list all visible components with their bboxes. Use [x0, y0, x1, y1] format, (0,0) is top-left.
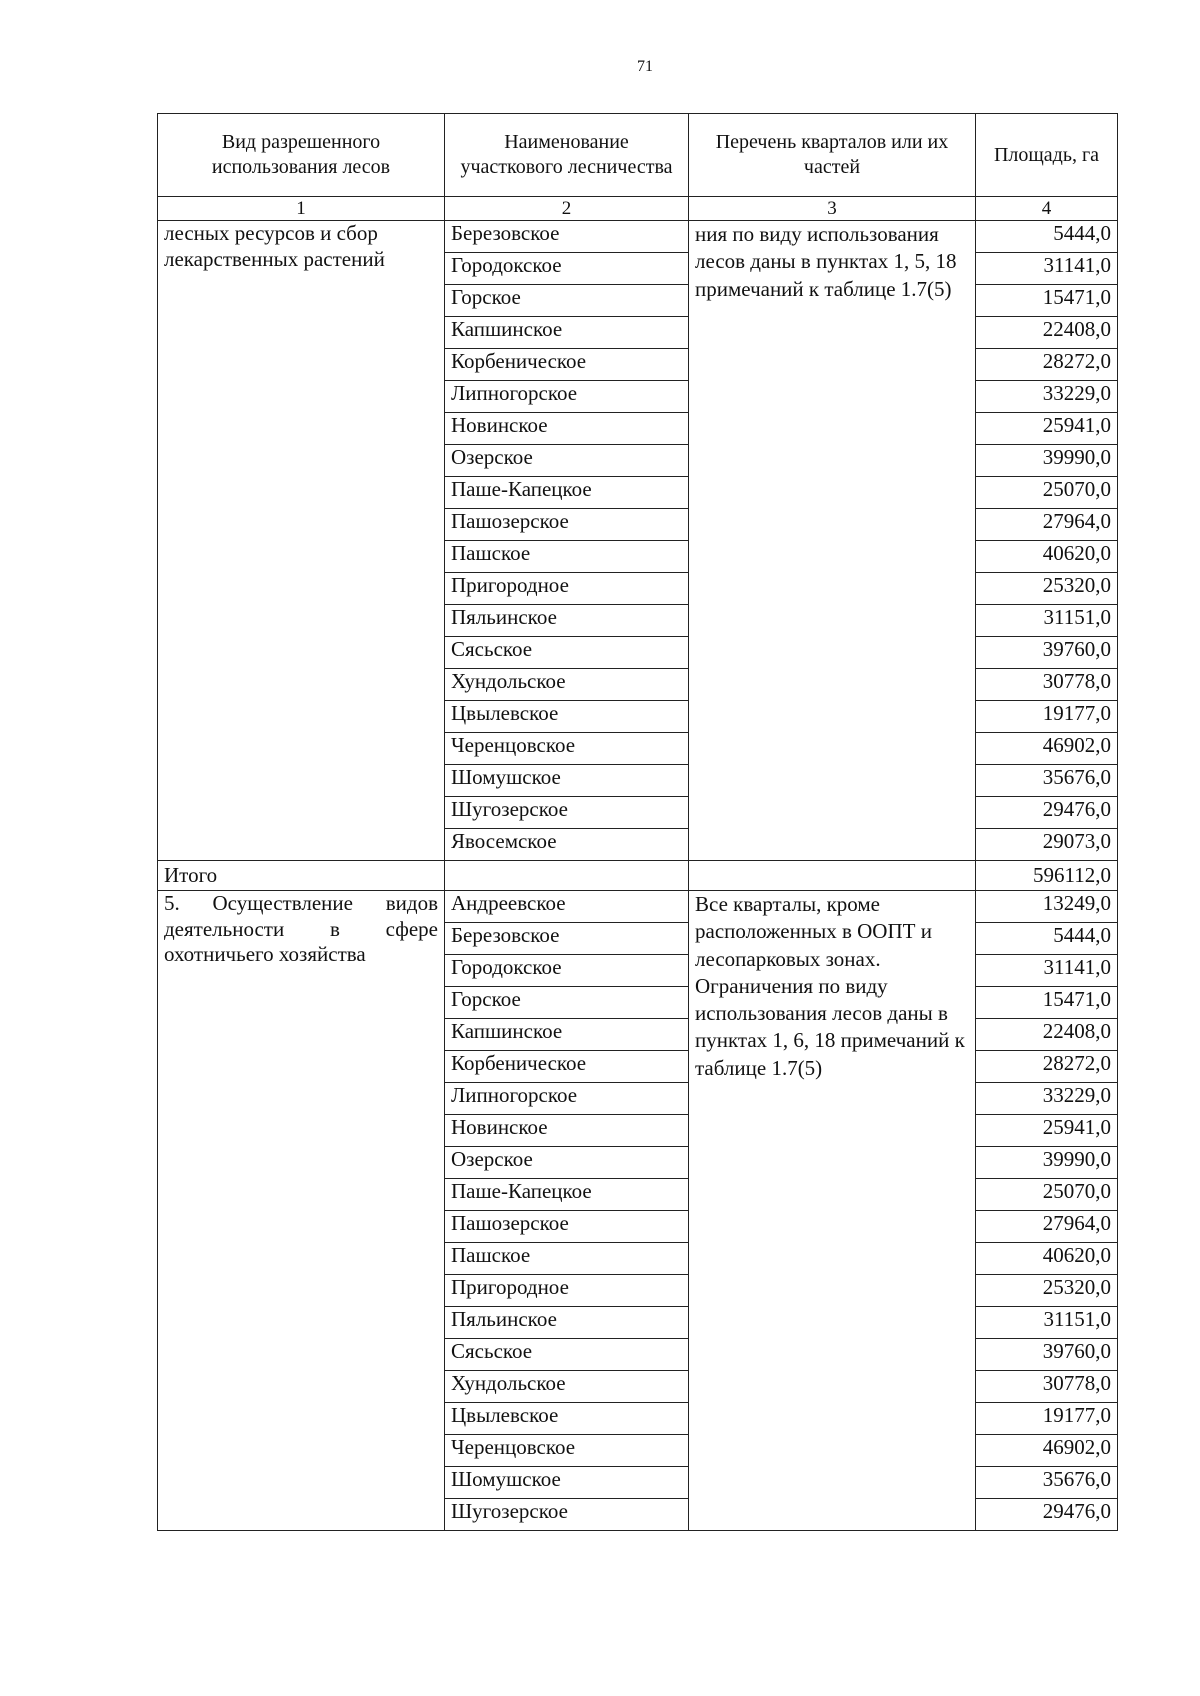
area-cell: 31141,0	[976, 253, 1118, 285]
forestry-name-cell: Хундольское	[445, 1371, 689, 1403]
forestry-name-cell: Горское	[445, 285, 689, 317]
forestry-name-cell: Городокское	[445, 955, 689, 987]
area-cell: 39990,0	[976, 445, 1118, 477]
forestry-name-cell: Черенцовское	[445, 733, 689, 765]
area-cell: 22408,0	[976, 317, 1118, 349]
area-cell: 15471,0	[976, 987, 1118, 1019]
area-cell: 40620,0	[976, 1243, 1118, 1275]
area-cell: 31141,0	[976, 955, 1118, 987]
column-number: 4	[976, 197, 1118, 221]
header-quarters-list: Перечень кварталов или их частей	[689, 114, 976, 197]
area-cell: 29476,0	[976, 1499, 1118, 1531]
area-cell: 15471,0	[976, 285, 1118, 317]
forestry-name-cell: Черенцовское	[445, 1435, 689, 1467]
quarters-cell: ния по виду использования лесов даны в пунктах 1, 5, 18 примечаний к таблице 1.7(5)	[689, 221, 976, 861]
forestry-name-cell: Корбеническое	[445, 1051, 689, 1083]
area-cell: 46902,0	[976, 733, 1118, 765]
header-use-type: Вид разрешенного использования лесов	[158, 114, 445, 197]
area-cell: 31151,0	[976, 605, 1118, 637]
forestry-name-cell: Сясьское	[445, 1339, 689, 1371]
area-cell: 19177,0	[976, 701, 1118, 733]
area-cell: 25320,0	[976, 573, 1118, 605]
forestry-name-cell: Пригородное	[445, 573, 689, 605]
area-cell: 13249,0	[976, 891, 1118, 923]
area-cell: 25070,0	[976, 1179, 1118, 1211]
area-cell: 25941,0	[976, 1115, 1118, 1147]
forestry-name-cell: Пяльинское	[445, 605, 689, 637]
area-cell: 27964,0	[976, 1211, 1118, 1243]
area-cell: 28272,0	[976, 349, 1118, 381]
forestry-name-cell: Шомушское	[445, 1467, 689, 1499]
area-cell: 39990,0	[976, 1147, 1118, 1179]
forestry-name-cell: Пяльинское	[445, 1307, 689, 1339]
area-cell: 46902,0	[976, 1435, 1118, 1467]
use-type-cell: лесных ресурсов и сбор лекарственных растений	[158, 221, 445, 861]
area-cell: 25320,0	[976, 1275, 1118, 1307]
forestry-name-cell: Паше-Капецкое	[445, 477, 689, 509]
forestry-name-cell: Капшинское	[445, 1019, 689, 1051]
forestry-name-cell: Березовское	[445, 221, 689, 253]
forestry-name-cell: Цвылевское	[445, 1403, 689, 1435]
group2-body	[158, 891, 1118, 1531]
use-type-cell: 5. Осуществление видов деятельности в сфере охотничьего хозяйства	[158, 891, 445, 1531]
forestry-name-cell: Сясьское	[445, 637, 689, 669]
forestry-name-cell: Озерское	[445, 1147, 689, 1179]
forestry-name-cell: Пашское	[445, 541, 689, 573]
area-cell: 40620,0	[976, 541, 1118, 573]
area-cell: 39760,0	[976, 637, 1118, 669]
forestry-name-cell: Горское	[445, 987, 689, 1019]
area-cell: 5444,0	[976, 221, 1118, 253]
forestry-name-cell: Пригородное	[445, 1275, 689, 1307]
area-cell: 5444,0	[976, 923, 1118, 955]
forestry-name-cell: Хундольское	[445, 669, 689, 701]
forestry-name-cell: Шугозерское	[445, 1499, 689, 1531]
area-cell: 27964,0	[976, 509, 1118, 541]
quarters-cell: Все кварталы, кроме расположенных в ООПТ и лесопарковых зонах. Ограничения по виду использования лесов даны в пунктах 1, 6, 18 примечаний к таблице 1.7(5)	[689, 891, 976, 1531]
total-empty-cell	[689, 861, 976, 891]
forestry-name-cell: Явосемское	[445, 829, 689, 861]
table-header-row	[158, 114, 1118, 197]
area-cell: 19177,0	[976, 1403, 1118, 1435]
table-row	[158, 891, 1118, 923]
forestry-name-cell: Липногорское	[445, 381, 689, 413]
area-cell: 33229,0	[976, 1083, 1118, 1115]
table-row	[158, 221, 1118, 253]
column-number: 1	[158, 197, 445, 221]
forestry-name-cell: Пашское	[445, 1243, 689, 1275]
forestry-name-cell: Новинское	[445, 1115, 689, 1147]
forestry-name-cell: Капшинское	[445, 317, 689, 349]
area-cell: 29073,0	[976, 829, 1118, 861]
forestry-name-cell: Липногорское	[445, 1083, 689, 1115]
area-cell: 30778,0	[976, 1371, 1118, 1403]
area-cell: 22408,0	[976, 1019, 1118, 1051]
total-value: 596112,0	[976, 861, 1118, 891]
forest-use-table	[157, 113, 1118, 1531]
area-cell: 28272,0	[976, 1051, 1118, 1083]
forestry-name-cell: Пашозерское	[445, 1211, 689, 1243]
total-row	[158, 861, 1118, 891]
forestry-name-cell: Андреевское	[445, 891, 689, 923]
column-number: 3	[689, 197, 976, 221]
column-number: 2	[445, 197, 689, 221]
page-number: 71	[637, 58, 653, 75]
area-cell: 31151,0	[976, 1307, 1118, 1339]
area-cell: 25070,0	[976, 477, 1118, 509]
total-label: Итого	[158, 861, 445, 891]
area-cell: 29476,0	[976, 797, 1118, 829]
area-cell: 39760,0	[976, 1339, 1118, 1371]
forestry-name-cell: Шомушское	[445, 765, 689, 797]
forestry-name-cell: Паше-Капецкое	[445, 1179, 689, 1211]
area-cell: 35676,0	[976, 1467, 1118, 1499]
column-number-row	[158, 197, 1118, 221]
forestry-name-cell: Озерское	[445, 445, 689, 477]
forestry-name-cell: Шугозерское	[445, 797, 689, 829]
area-cell: 30778,0	[976, 669, 1118, 701]
forestry-name-cell: Цвылевское	[445, 701, 689, 733]
forestry-name-cell: Березовское	[445, 923, 689, 955]
area-cell: 25941,0	[976, 413, 1118, 445]
forestry-name-cell: Пашозерское	[445, 509, 689, 541]
group1-body	[158, 221, 1118, 861]
total-empty-cell	[445, 861, 689, 891]
header-area: Площадь, га	[976, 114, 1118, 197]
forestry-name-cell: Городокское	[445, 253, 689, 285]
area-cell: 35676,0	[976, 765, 1118, 797]
forestry-name-cell: Новинское	[445, 413, 689, 445]
header-forestry-name: Наименование участкового лесничества	[445, 114, 689, 197]
forestry-name-cell: Корбеническое	[445, 349, 689, 381]
area-cell: 33229,0	[976, 381, 1118, 413]
